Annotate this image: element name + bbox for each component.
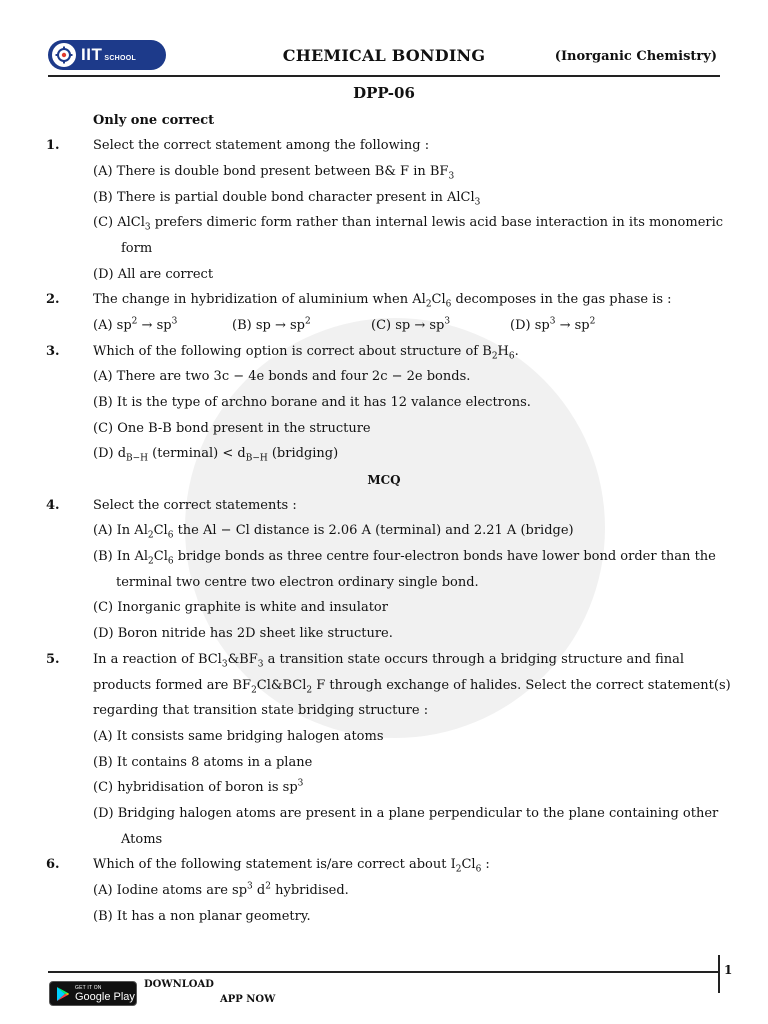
badge-store-name: Google Play (75, 990, 135, 1003)
google-play-icon (56, 986, 70, 1002)
option-a: (A) It consists same bridging halogen atoms (93, 729, 384, 744)
option-d: (D) $sp^3 \to sp^2$ (510, 316, 596, 333)
option-b: (B) It is the type of archno borane and it has 12 valance electrons. (93, 395, 531, 410)
option-c: (C) hybridisation of boron is $sp^3$ (93, 778, 304, 795)
question-text: Which of the following option is correct about structure of $B_2H_6$. (93, 344, 519, 362)
option-a: (A) There is double bond present between B& F in $BF_3$ (93, 164, 455, 182)
footer-vertical-rule (718, 955, 720, 993)
header-divider (48, 75, 720, 77)
option-a: (A) Iodine atoms are $sp^3$ $d^2$ hybridised. (93, 881, 349, 898)
option-d: (D) $d_{B-H}$ (terminal) < $d_{B-H}$ (bridging) (93, 446, 339, 464)
option-d: (D) Bridging halogen atoms are present in a plane perpendicular to the plane containing other (93, 806, 719, 821)
option-a: (A) $sp^2 \to sp^3$ (93, 316, 178, 333)
section-mcq: MCQ (367, 473, 401, 487)
question-text-line-3: regarding that transition state bridging structure : (93, 703, 429, 718)
question-number: 6. (46, 857, 60, 872)
badge-small-text: GET IT ON (75, 984, 102, 991)
option-b: (B) It contains 8 atoms in a plane (93, 755, 313, 770)
option-b-continued: terminal two centre two electron ordinary single bond. (116, 575, 479, 590)
option-c: (C) Inorganic graphite is white and insulator (93, 600, 388, 615)
logo-text: IIT (81, 45, 103, 64)
question-number: 1. (46, 138, 60, 153)
option-b: (B) It has a non planar geometry. (93, 909, 311, 924)
subject-label: (Inorganic Chemistry) (554, 49, 717, 64)
dpp-heading: DPP-06 (353, 84, 415, 102)
question-text: In a reaction of $BCl_3\&BF_3$ a transition state occurs through a bridging structure and final (93, 652, 685, 670)
option-c-continued: form (121, 241, 153, 256)
option-a: (A) There are two 3c − 4e bonds and four 2c − 2e bonds. (93, 369, 471, 384)
option-c: (C) One B-B bond present in the structure (93, 421, 371, 436)
option-c: (C) sp → $sp^3$ (371, 316, 451, 333)
google-play-badge[interactable] (49, 981, 137, 1006)
document-title: CHEMICAL BONDING (282, 46, 486, 65)
option-d: (D) Boron nitride has 2D sheet like structure. (93, 626, 393, 641)
option-a: (A) In $Al_2Cl_6$ the Al − Cl distance is 2.06 A (terminal) and 2.21 A (bridge) (93, 523, 574, 541)
option-d: (D) All are correct (93, 267, 214, 282)
option-b: (B) sp → $sp^2$ (232, 316, 311, 333)
question-text: The change in hybridization of aluminium when $Al_2Cl_6$ decomposes in the gas phase is : (93, 292, 672, 310)
footer-divider (48, 971, 719, 973)
option-d-continued: Atoms (121, 832, 163, 847)
option-b: (B) There is partial double bond character present in AlCl$_3$ (93, 190, 481, 208)
question-number: 2. (46, 292, 60, 307)
app-now-label: APP NOW (220, 994, 276, 1005)
question-text: Select the correct statements : (93, 498, 297, 513)
logo-subtext: SCHOOL (104, 55, 137, 62)
option-c: (C) AlCl$_3$ prefers dimeric form rather than internal lewis acid base interaction in its monomeric (93, 215, 724, 233)
question-number: 4. (46, 498, 60, 513)
download-label: DOWNLOAD (144, 979, 214, 990)
question-text: Which of the following statement is/are correct about $I_2Cl_6$ : (93, 857, 490, 875)
question-text-line-2: products formed are $BF_2Cl\&BCl_2$ F through exchange of halides. Select the correct statement(s) (93, 678, 731, 696)
page-number: 1 (724, 963, 733, 977)
section-only-one-correct: Only one correct (93, 113, 215, 128)
option-b: (B) In $Al_2Cl_6$ bridge bonds as three centre four-electron bonds have lower bond order than the (93, 549, 716, 567)
question-number: 3. (46, 344, 60, 359)
question-text: Select the correct statement among the following : (93, 138, 430, 153)
question-number: 5. (46, 652, 60, 667)
